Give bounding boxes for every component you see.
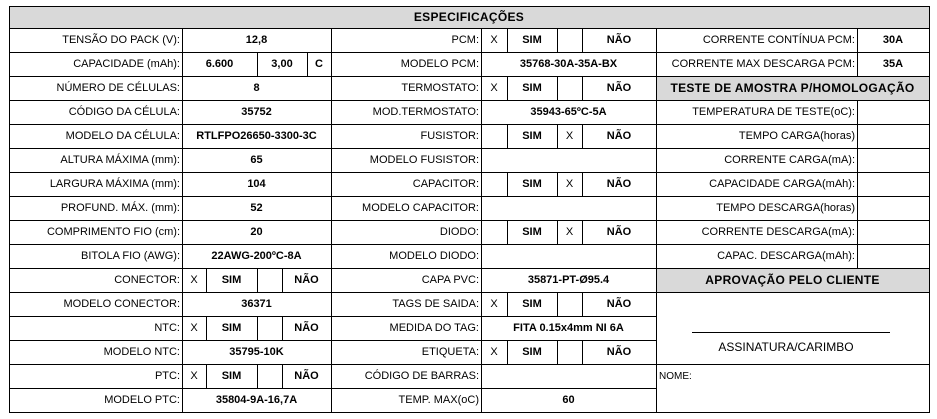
- fuse-model-label: MODELO FUSISTOR:: [369, 154, 479, 166]
- temp-max-value: 60: [562, 394, 575, 406]
- wire-length-label: COMPRIMENTO FIO (cm):: [46, 226, 180, 238]
- ntc-no-label: NÃO: [294, 322, 319, 334]
- thermostat-yes-label: SIM: [522, 82, 542, 94]
- row-line: [9, 364, 656, 365]
- capacity-value: 6.600: [205, 58, 234, 70]
- ptc-yes-checkbox[interactable]: X: [190, 370, 198, 382]
- row-line: [656, 292, 929, 293]
- thermostat-no-label: NÃO: [606, 82, 632, 94]
- row-line: [656, 100, 929, 101]
- diode-model-value: [481, 244, 656, 268]
- name-label: NOME:: [659, 370, 692, 382]
- test-row-value[interactable]: [857, 172, 929, 196]
- tags-divider: [582, 292, 583, 316]
- approval-header: APROVAÇÃO PELO CLIENTE: [656, 268, 929, 292]
- row-line: [9, 340, 656, 341]
- row-line: [9, 244, 656, 245]
- row-line: [9, 100, 656, 101]
- ptc-model-label: MODELO PTC:: [104, 394, 180, 406]
- pack-voltage-value: 12,8: [245, 34, 268, 46]
- row-line: [9, 268, 656, 269]
- signature-label: ASSINATURA/CARIMBO: [718, 340, 854, 354]
- ptc-no-label: NÃO: [294, 370, 319, 382]
- diode-no-checkbox[interactable]: X: [565, 226, 574, 238]
- row-line: [9, 76, 656, 77]
- title-bottom: [9, 28, 930, 29]
- fuse-model-value: [481, 148, 656, 172]
- connector-divider: [206, 268, 207, 292]
- row-line: [656, 220, 929, 221]
- pcm-divider: [507, 28, 508, 52]
- ptc-divider: [282, 364, 283, 388]
- row-line: [9, 316, 656, 317]
- col-divider: [857, 100, 858, 268]
- label-label: ETIQUETA:: [421, 346, 479, 358]
- fuse-divider: [557, 124, 558, 148]
- connector-yes-checkbox[interactable]: X: [190, 274, 198, 286]
- tag-size-value: FITA 0.15x4mm NI 6A: [513, 322, 624, 334]
- signature-line: [692, 332, 890, 333]
- barcode-label: CÓDIGO DE BARRAS:: [364, 370, 479, 382]
- cells-value: 8: [253, 82, 260, 94]
- row-line: [9, 292, 656, 293]
- max-width-value: 104: [247, 178, 266, 190]
- fuse-no-checkbox[interactable]: X: [565, 130, 574, 142]
- label-yes-checkbox[interactable]: X: [490, 346, 498, 358]
- row-line: [656, 196, 929, 197]
- tags-yes-label: SIM: [522, 298, 542, 310]
- pcm-max-value: 35A: [882, 58, 904, 70]
- pvc-value: 35871-PT-Ø95.4: [527, 274, 610, 286]
- pcm-yes-checkbox[interactable]: X: [490, 34, 498, 46]
- pcm-yes-label: SIM: [522, 34, 542, 46]
- connector-no-checkbox[interactable]: [257, 268, 282, 292]
- test-row-label: TEMPERATURA DE TESTE(oC):: [692, 106, 855, 118]
- test-row-value[interactable]: [857, 148, 929, 172]
- capacitor-divider: [557, 172, 558, 196]
- ptc-no-checkbox[interactable]: [257, 364, 282, 388]
- capacity-label: CAPACIDADE (mAh):: [73, 58, 180, 70]
- capacity-c-unit: C: [315, 58, 323, 70]
- test-row-label: TEMPO CARGA(horas): [738, 130, 855, 142]
- cell-code-value: 35752: [241, 106, 272, 118]
- test-sample-header: TESTE DE AMOSTRA P/HOMOLOGAÇÃO: [656, 76, 929, 100]
- capacity-c-rate: 3,00: [271, 58, 293, 70]
- ntc-model-label: MODELO NTC:: [103, 346, 180, 358]
- connector-yes-label: SIM: [221, 274, 242, 286]
- test-row-label: CAPAC. DESCARGA(mAh):: [717, 250, 855, 262]
- ptc-divider: [206, 364, 207, 388]
- thermostat-model-value: 35943-65ºC-5A: [530, 106, 607, 118]
- diode-divider: [557, 220, 558, 244]
- ntc-divider: [282, 316, 283, 340]
- row-line: [656, 76, 929, 77]
- capacitor-divider: [507, 172, 508, 196]
- cells-label: NÚMERO DE CÉLULAS:: [56, 82, 180, 94]
- connector-divider: [257, 268, 258, 292]
- thermostat-no-checkbox[interactable]: [557, 76, 582, 100]
- ptc-yes-label: SIM: [221, 370, 242, 382]
- thermostat-model-label: MOD.TERMOSTATO:: [372, 106, 479, 118]
- cell-model-label: MODELO DA CÉLULA:: [65, 130, 180, 142]
- label-yes-label: SIM: [522, 346, 542, 358]
- fuse-yes-label: SIM: [522, 130, 542, 142]
- thermostat-divider: [507, 76, 508, 100]
- ntc-label: NTC:: [154, 322, 180, 334]
- wire-gauge-label: BITOLA FIO (AWG):: [80, 250, 180, 262]
- label-divider: [557, 340, 558, 364]
- frame-top: [9, 6, 930, 7]
- pcm-max-label: CORRENTE MAX DESCARGA PCM:: [671, 58, 855, 70]
- test-row-label: CORRENTE CARGA(mA):: [724, 154, 855, 166]
- test-row-label: CAPACIDADE CARGA(mAh):: [709, 178, 855, 190]
- tags-no-label: NÃO: [606, 298, 632, 310]
- connector-no-label: NÃO: [294, 274, 319, 286]
- row-line: [9, 52, 656, 53]
- barcode-value: [481, 364, 656, 388]
- label-no-label: NÃO: [606, 346, 632, 358]
- ntc-divider: [257, 316, 258, 340]
- capacitor-yes-checkbox[interactable]: [481, 172, 507, 196]
- diode-no-label: NÃO: [606, 226, 632, 238]
- label-divider: [507, 340, 508, 364]
- max-height-value: 65: [250, 154, 263, 166]
- diode-model-label: MODELO DIODO:: [389, 250, 479, 262]
- tags-no-checkbox[interactable]: [557, 292, 582, 316]
- test-row-label: CORRENTE DESCARGA(mA):: [701, 226, 855, 238]
- tag-size-label: MEDIDA DO TAG:: [389, 322, 479, 334]
- connector-label: CONECTOR:: [114, 274, 180, 286]
- test-row-value[interactable]: [857, 124, 929, 148]
- pcm-divider: [557, 28, 558, 52]
- label-divider: [582, 340, 583, 364]
- diode-divider: [582, 220, 583, 244]
- thermostat-divider: [557, 76, 558, 100]
- frame-left: [9, 6, 10, 413]
- frame-bottom: [9, 412, 930, 413]
- cell-model-value: RTLFPO26650-3300-3C: [196, 130, 317, 142]
- pcm-model-value: 35768-30A-35A-BX: [519, 58, 618, 70]
- pcm-model-label: MODELO PCM:: [400, 58, 479, 70]
- capacity-divider: [257, 52, 258, 76]
- pcm-no-label: NÃO: [606, 34, 632, 46]
- cell-code-label: CÓDIGO DA CÉLULA:: [68, 106, 180, 118]
- pcm-label: PCM:: [451, 34, 479, 46]
- capacity-divider: [307, 52, 308, 76]
- test-row-value[interactable]: [857, 220, 929, 244]
- frame-right: [929, 6, 930, 413]
- connector-divider: [282, 268, 283, 292]
- max-depth-label: PROFUND. MÁX. (mm):: [60, 202, 180, 214]
- tags-label: TAGS DE SAIDA:: [392, 298, 479, 310]
- fuse-divider: [507, 124, 508, 148]
- diode-yes-checkbox[interactable]: [481, 220, 507, 244]
- diode-divider: [507, 220, 508, 244]
- thermostat-divider: [582, 76, 583, 100]
- row-line: [9, 220, 656, 221]
- fuse-label: FUSISTOR:: [420, 130, 479, 142]
- temp-max-label: TEMP. MAX(oC): [398, 394, 479, 406]
- wire-gauge-value: 22AWG-200ºC-8A: [211, 250, 302, 262]
- pvc-label: CAPA PVC:: [421, 274, 479, 286]
- ntc-yes-label: SIM: [221, 322, 242, 334]
- sheet-title: ESPECIFICAÇÕES: [9, 6, 929, 28]
- capacitor-model-value: [481, 196, 656, 220]
- test-row-label: TEMPO DESCARGA(horas): [716, 202, 855, 214]
- pack-voltage-label: TENSÃO DO PACK (V):: [62, 34, 180, 46]
- max-depth-value: 52: [250, 202, 263, 214]
- row-line: [656, 124, 929, 125]
- wire-length-value: 20: [250, 226, 263, 238]
- row-line: [656, 268, 929, 269]
- ntc-yes-checkbox[interactable]: X: [190, 322, 198, 334]
- row-line: [656, 172, 929, 173]
- row-line: [9, 196, 656, 197]
- row-line: [656, 52, 929, 53]
- ntc-no-checkbox[interactable]: [257, 316, 282, 340]
- capacitor-yes-label: SIM: [522, 178, 542, 190]
- ntc-model-value: 35795-10K: [229, 346, 284, 358]
- test-row-value[interactable]: [857, 244, 929, 268]
- row-line: [9, 124, 656, 125]
- fuse-divider: [582, 124, 583, 148]
- max-height-label: ALTURA MÁXIMA (mm):: [60, 154, 180, 166]
- capacitor-model-label: MODELO CAPACITOR:: [362, 202, 479, 214]
- connector-model-label: MODELO CONECTOR:: [63, 298, 180, 310]
- tags-divider: [507, 292, 508, 316]
- ptc-label: PTC:: [154, 370, 180, 382]
- ptc-divider: [257, 364, 258, 388]
- max-width-label: LARGURA MÁXIMA (mm):: [49, 178, 180, 190]
- ptc-model-value: 35804-9A-16,7A: [215, 394, 298, 406]
- row-line: [656, 244, 929, 245]
- capacitor-divider: [582, 172, 583, 196]
- test-row-value[interactable]: [857, 196, 929, 220]
- row-line: [9, 148, 656, 149]
- label-no-checkbox[interactable]: [557, 340, 582, 364]
- capacitor-label: CAPACITOR:: [412, 178, 479, 190]
- connector-model-value: 36371: [241, 298, 272, 310]
- tags-divider: [557, 292, 558, 316]
- diode-yes-label: SIM: [522, 226, 542, 238]
- row-line: [656, 148, 929, 149]
- pcm-current-value: 30A: [882, 34, 904, 46]
- thermostat-label: TERMOSTATO:: [401, 82, 479, 94]
- row-line: [9, 172, 656, 173]
- fuse-no-label: NÃO: [606, 130, 632, 142]
- pcm-no-checkbox[interactable]: [557, 28, 582, 52]
- thermostat-yes-checkbox[interactable]: X: [490, 82, 498, 94]
- row-line: [9, 388, 656, 389]
- pcm-current-label: CORRENTE CONTÍNUA PCM:: [702, 34, 855, 46]
- row-line: [656, 364, 929, 365]
- diode-label: DIODO:: [439, 226, 479, 238]
- fuse-yes-checkbox[interactable]: [481, 124, 507, 148]
- capacitor-no-label: NÃO: [606, 178, 632, 190]
- pcm-divider: [582, 28, 583, 52]
- capacitor-no-checkbox[interactable]: X: [565, 178, 574, 190]
- test-row-value[interactable]: [857, 100, 929, 124]
- tags-yes-checkbox[interactable]: X: [490, 298, 498, 310]
- ntc-divider: [206, 316, 207, 340]
